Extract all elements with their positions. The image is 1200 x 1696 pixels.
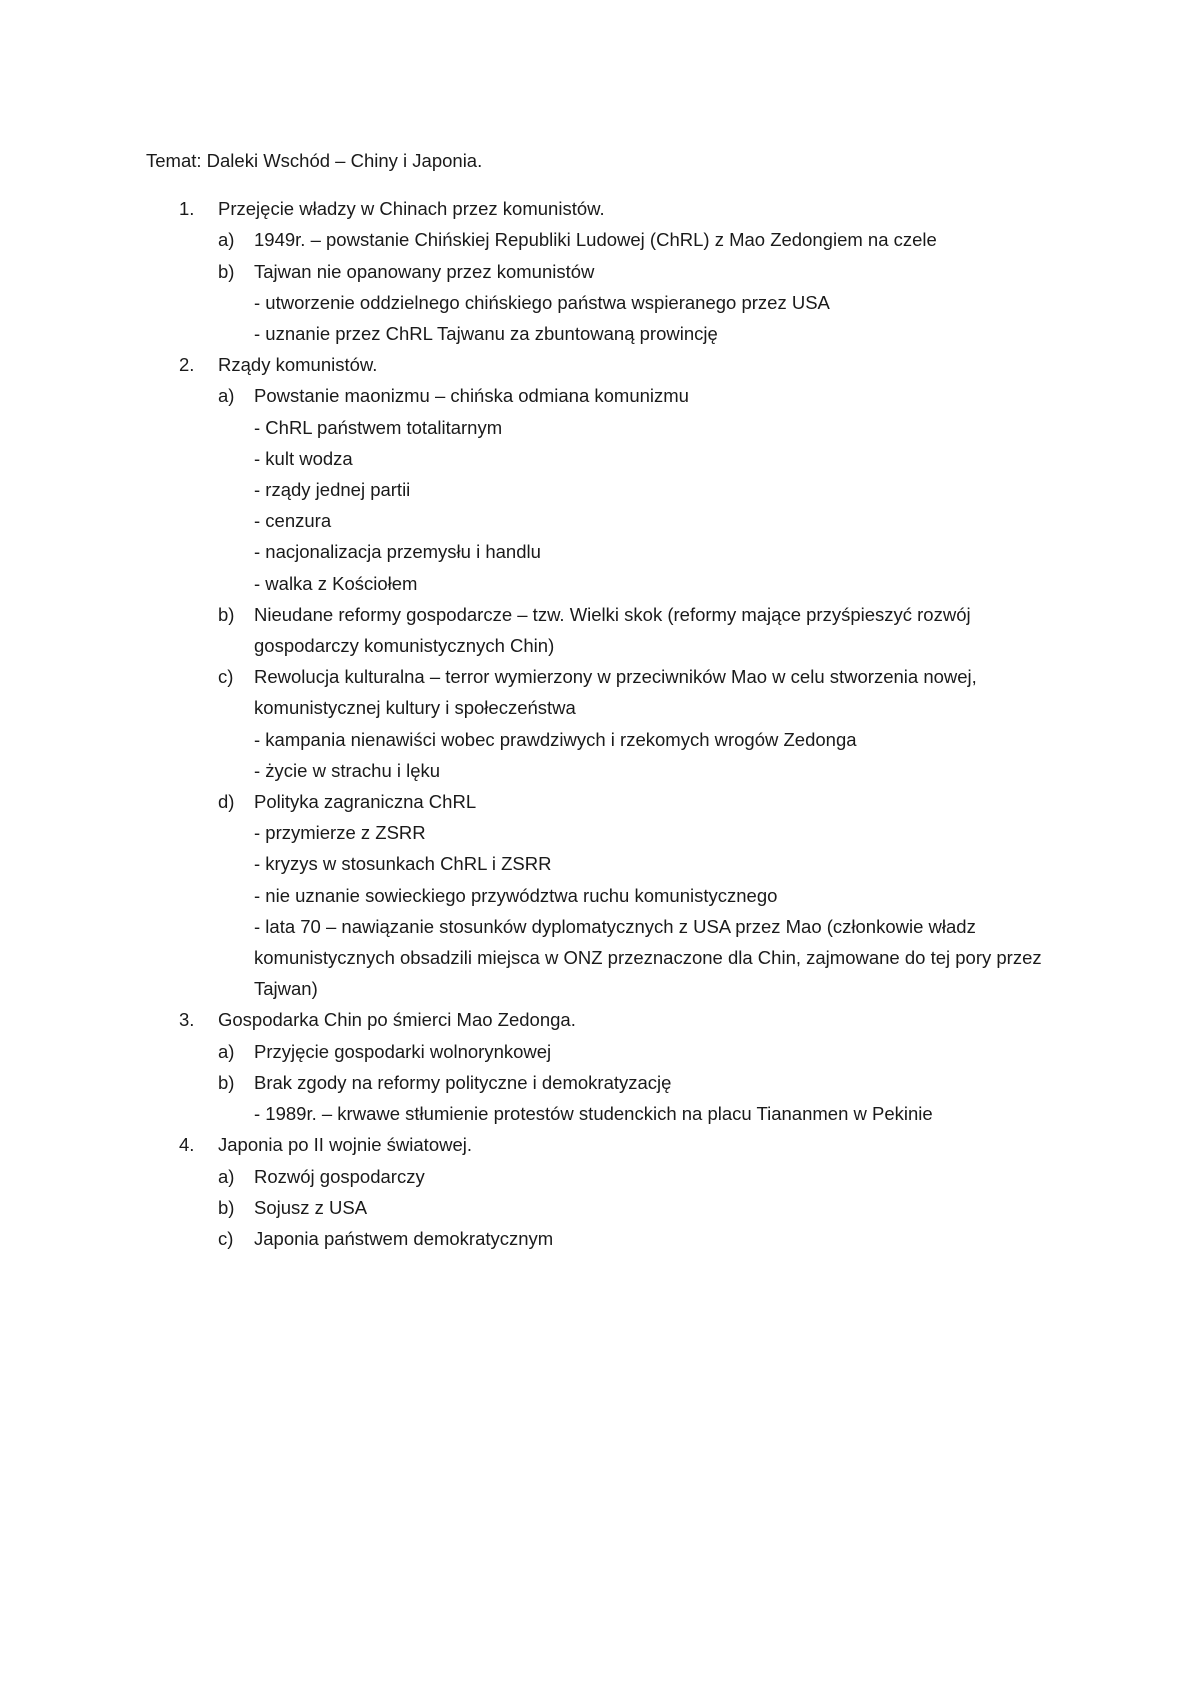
section-number: 4. (179, 1134, 195, 1156)
list-item-text: Brak zgody na reformy polityczne i demokratyzację (254, 1071, 672, 1093)
section (146, 1129, 1076, 1254)
list-item (146, 256, 1076, 287)
section-heading: Rządy komunistów. (218, 354, 378, 376)
section (146, 1004, 1076, 1129)
section-number: 3. (179, 1009, 195, 1031)
document-title: Temat: Daleki Wschód – Chiny i Japonia. (146, 150, 483, 171)
list-item-text: Nieudane reformy gospodarcze – tzw. Wielki skok (reformy mające przyśpieszyć rozwój gospodarczy komunistycznych Chin) (254, 603, 971, 657)
section-number: 1. (179, 198, 195, 220)
list-item-text: Polityka zagraniczna ChRL (254, 791, 477, 813)
list-item-text: Powstanie maonizmu – chińska odmiana komunizmu (254, 385, 689, 407)
list-item-text: Rozwój gospodarczy (254, 1165, 425, 1187)
sub-point: - nacjonalizacja przemysłu i handlu (254, 541, 541, 563)
list-item-text: Tajwan nie opanowany przez komunistów (254, 260, 595, 282)
sub-point: - utworzenie oddzielnego chińskiego państwa wspieranego przez USA (254, 291, 830, 313)
list-item-text: Przyjęcie gospodarki wolnorynkowej (254, 1040, 552, 1062)
section-heading: Gospodarka Chin po śmierci Mao Zedonga. (218, 1009, 576, 1031)
list-item-letter: a) (218, 1040, 235, 1062)
list-item-letter: b) (218, 1196, 235, 1218)
list-item-text: Japonia państwem demokratycznym (254, 1227, 554, 1249)
list-item-letter: c) (218, 1227, 234, 1249)
sub-point: - walka z Kościołem (254, 572, 418, 594)
list-item (146, 1223, 1076, 1254)
list-item-letter: b) (218, 1071, 235, 1093)
list-item (146, 786, 1076, 817)
section-heading: Przejęcie władzy w Chinach przez komunistów. (218, 198, 605, 220)
list-item (146, 224, 1076, 255)
sub-point: - lata 70 – nawiązanie stosunków dyplomatycznych z USA przez Mao (członkowie władz komunistycznych obsadzili miejsca w ONZ przeznaczone dla Chin, zajmowane do tej pory przez Tajwan) (254, 915, 1042, 1000)
list-item-text: Rewolucja kulturalna – terror wymierzony w przeciwników Mao w celu stworzenia nowej, komunistycznej kultury i społeczeństwa (254, 666, 977, 719)
list-item-letter: a) (218, 229, 235, 251)
list-item (146, 599, 1076, 661)
section-heading-row (179, 1004, 1076, 1035)
sub-point: - ChRL państwem totalitarnym (254, 416, 503, 438)
section-heading-row (179, 1129, 1076, 1160)
section (146, 349, 1076, 1004)
section-heading-row (179, 193, 1076, 224)
sub-point: - cenzura (254, 510, 332, 532)
list-item-letter: a) (218, 385, 235, 407)
list-item-text: Sojusz z USA (254, 1196, 368, 1218)
sub-point: - uznanie przez ChRL Tajwanu za zbuntowaną prowincję (254, 323, 718, 345)
list-item-letter: d) (218, 791, 235, 813)
section-heading: Japonia po II wojnie światowej. (218, 1134, 473, 1156)
sub-point: - 1989r. – krwawe stłumienie protestów studenckich na placu Tiananmen w Pekinie (254, 1103, 933, 1125)
sub-point: - kryzys w stosunkach ChRL i ZSRR (254, 853, 552, 875)
list-item (146, 661, 1076, 723)
sub-point: - kult wodza (254, 447, 353, 469)
list-item (146, 1192, 1076, 1223)
sub-point: - przymierze z ZSRR (254, 822, 426, 844)
list-item-letter: a) (218, 1165, 235, 1187)
document-body (146, 145, 1076, 1254)
list-item-letter: c) (218, 666, 234, 688)
sub-point: - nie uznanie sowieckiego przywództwa ruchu komunistycznego (254, 884, 778, 906)
list-item (146, 380, 1076, 411)
sub-point: - rządy jednej partii (254, 479, 411, 501)
list-item-text: 1949r. – powstanie Chińskiej Republiki Ludowej (ChRL) z Mao Zedongiem na czele (254, 229, 937, 251)
section-list (146, 193, 1076, 1254)
list-item (146, 1067, 1076, 1098)
list-item (146, 1161, 1076, 1192)
section-heading-row (179, 349, 1076, 380)
list-item-letter: b) (218, 603, 235, 625)
sub-point: - kampania nienawiści wobec prawdziwych i rzekomych wrogów Zedonga (254, 728, 857, 750)
list-item-letter: b) (218, 260, 235, 282)
sub-point: - życie w strachu i lęku (254, 759, 441, 781)
section-number: 2. (179, 354, 195, 376)
section (146, 193, 1076, 349)
list-item (146, 1036, 1076, 1067)
